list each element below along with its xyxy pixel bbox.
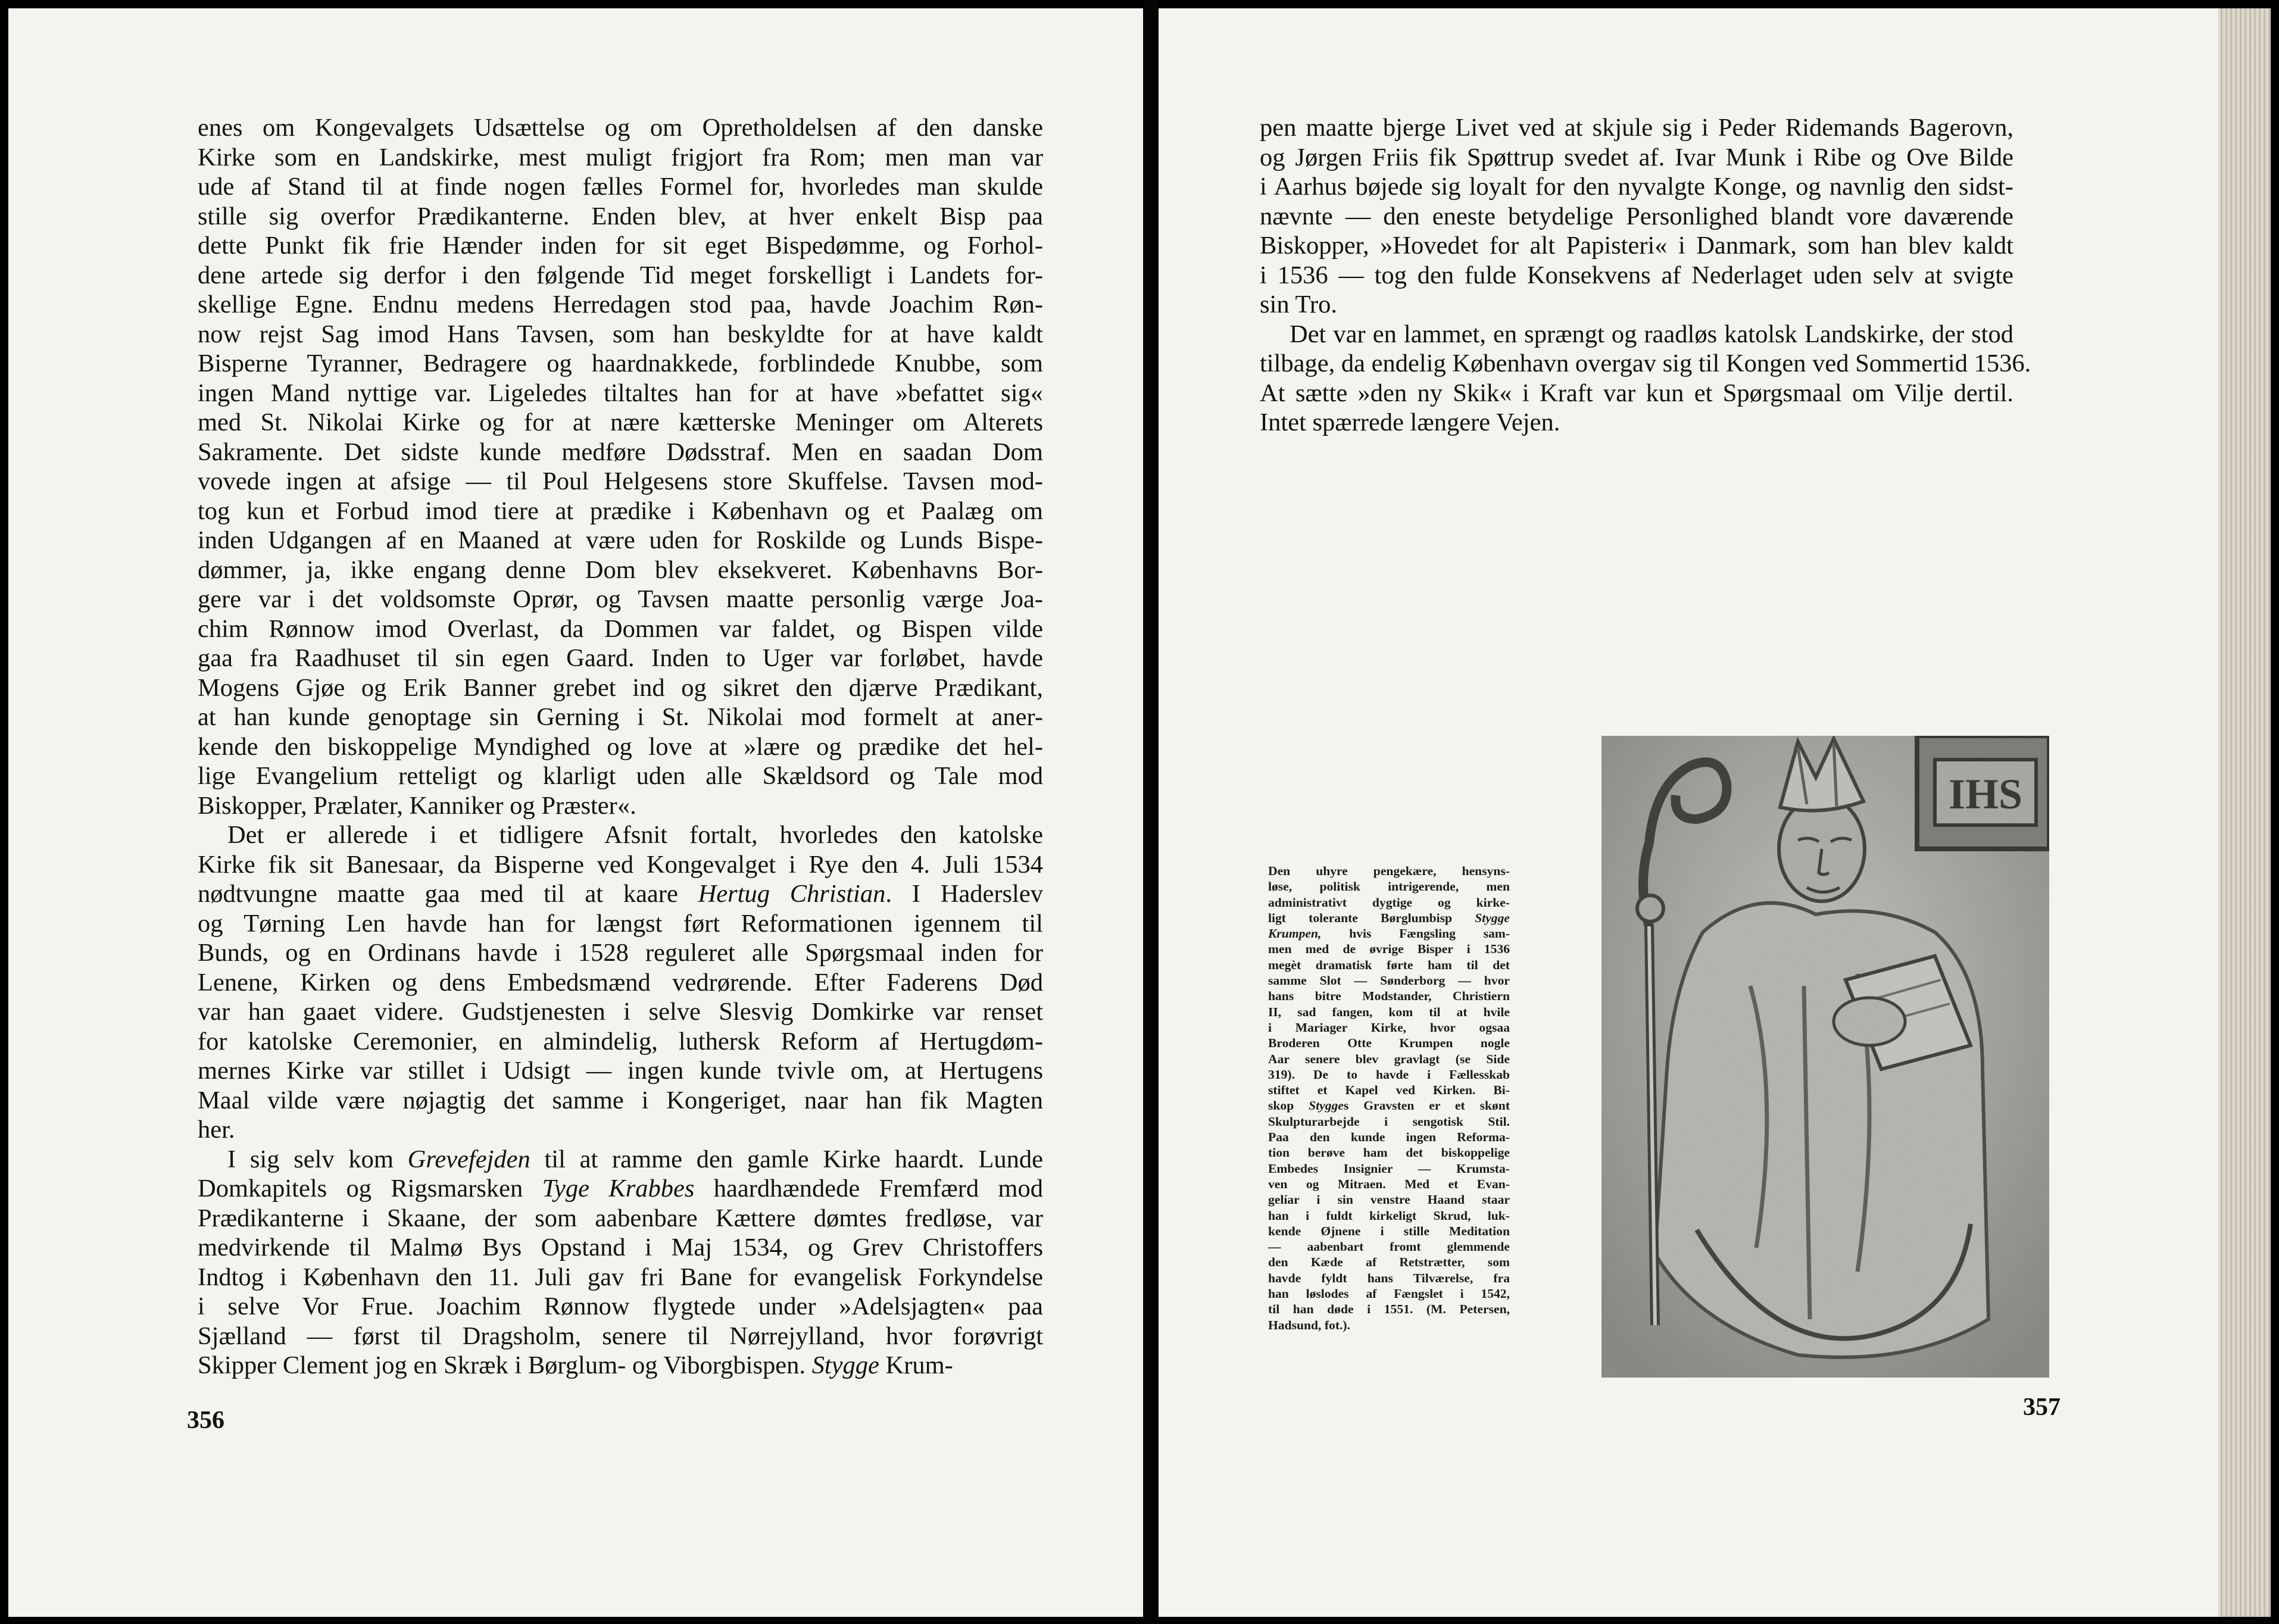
- text-line: Lenene, Kirken og dens Embedsmænd vedrørende. Efter Faderens Død: [198, 968, 1043, 997]
- text-line: hans bitre Modstander, Christiern: [1268, 989, 1510, 1004]
- text-line: tilbage, da endelig København overgav sig til Kongen ved Sommertid 1536.: [1260, 349, 2031, 377]
- text-line: løse, politisk intrigerende, men: [1268, 879, 1510, 894]
- text-line: Prædikanterne i Skaane, der som aabenbare Kættere dømtes fredløse, var: [198, 1204, 1043, 1232]
- text-line: II, sad fangen, kom til at hvile: [1268, 1004, 1510, 1019]
- text-line: i Aarhus bøjede sig loyalt for den nyvalgte Konge, og navnlig den sidst-: [1260, 173, 2013, 201]
- left-body-text: [198, 113, 1043, 1381]
- text-line: den Kæde af Retstrætter, som: [1268, 1255, 1510, 1270]
- text-line: Krumpen, hvis Fængsling sam-: [1268, 926, 1510, 941]
- text-line: Skipper Clement jog en Skræk i Børglum- og Viborgbispen. Stygge Krum-: [198, 1351, 953, 1379]
- text-line: I sig selv kom Grevefejden til at ramme den gamle Kirke haardt. Lunde: [227, 1145, 1043, 1173]
- page-number-right: 357: [2023, 1394, 2061, 1421]
- text-line: megèt dramatisk førte ham til det: [1268, 957, 1510, 972]
- text-line: Det var en lammet, en sprængt og raadløs katolsk Landskirke, der stod: [1290, 320, 2013, 348]
- text-line: — aabenbart fromt glemmende: [1268, 1239, 1510, 1254]
- text-line: Maal vilde være nøjagtig det samme i Kongeriget, naar han fik Magten: [198, 1086, 1043, 1114]
- text-line: Sakramente. Det sidste kunde medføre Dødsstraf. Men en saadan Dom: [198, 438, 1043, 466]
- text-line: gelíar i sin venstre Haand staar: [1268, 1192, 1510, 1207]
- text-line: pen maatte bjerge Livet ved at skjule sig i Peder Ridemands Bagerovn,: [1260, 114, 2013, 142]
- text-line: Biskopper, »Hovedet for alt Papisteri« i Danmark, som han blev kaldt: [1260, 232, 2013, 260]
- text-line: han løslodes af Fængslet i 1542,: [1268, 1286, 1510, 1301]
- text-line: Biskopper, Prælater, Kanniker og Præster«.: [198, 791, 636, 820]
- text-line: i 1536 — tog den fulde Konsekvens af Nederlaget uden selv at svigte: [1260, 261, 2013, 289]
- text-line: Bisperne Tyranner, Bedragere og haardnakkede, forblindede Knubbe, som: [198, 349, 1043, 377]
- text-line: mernes Kirke var stillet i Udsigt — ingen kunde tvivle om, at Hertugens: [198, 1057, 1043, 1085]
- right-body-text: [1260, 113, 2031, 438]
- text-line: dømmer, ja, ikke engang denne Dom blev eksekveret. Københavns Bor-: [198, 555, 1043, 584]
- text-line: Bunds, og en Ordinans havde i 1528 reguleret alle Spørgsmaal inden for: [198, 939, 1043, 967]
- text-line: Kirke som en Landskirke, mest muligt frigjort fra Rom; men man var: [198, 143, 1043, 171]
- text-line: kende den biskoppelige Myndighed og love at »lære og prædike det hel-: [198, 732, 1043, 761]
- text-line: Paa den kunde ingen Reforma-: [1268, 1130, 1510, 1145]
- text-line: enes om Kongevalgets Udsættelse og om Opretholdelsen af den danske: [198, 114, 1043, 142]
- figure-caption: [1268, 863, 1510, 1333]
- text-line: ven og Mitraen. Med et Evan-: [1268, 1176, 1510, 1191]
- text-line: samme Slot — Sønderborg — hvor: [1268, 973, 1510, 988]
- text-line: At sætte »den ny Skik« i Kraft var kun et Spørgsmaal om Vilje dertil.: [1260, 379, 2013, 407]
- text-line: chim Rønnow imod Overlast, da Dommen var faldet, og Bispen vilde: [198, 614, 1043, 643]
- text-line: skellige Egne. Endnu medens Herredagen stod paa, havde Joachim Røn-: [198, 291, 1043, 318]
- text-line: nævnte — den eneste betydelige Personlighed blandt vore daværende: [1260, 202, 2013, 230]
- left-page: [8, 8, 1143, 1617]
- text-line: Intet spærrede længere Vejen.: [1260, 408, 1560, 436]
- page-number-left: 356: [187, 1407, 224, 1434]
- text-line: skop Stygges Gravsten er et skønt: [1268, 1098, 1510, 1113]
- text-line: Hadsund, fot.).: [1268, 1317, 1350, 1332]
- text-line: administrativt dygtige og kirke-: [1268, 895, 1510, 910]
- text-line: Mogens Gjøe og Erik Banner grebet ind og sikret den djærve Prædikant,: [198, 673, 1043, 702]
- text-line: for katolske Ceremonier, en almindelig, luthersk Reform af Hertugdøm-: [198, 1027, 1043, 1055]
- text-line: havde fyldt hans Tilværelse, fra: [1268, 1270, 1510, 1285]
- text-line: i Mariager Kirke, hvor ogsaa: [1268, 1020, 1510, 1035]
- text-line: Den uhyre pengekære, hensyns-: [1268, 864, 1510, 878]
- text-line: her.: [198, 1116, 235, 1144]
- text-line: ingen Mand nyttige var. Ligeledes tiltaltes han for at have »befattet sig«: [198, 379, 1043, 407]
- page-stack-edge: [2218, 8, 2271, 1617]
- text-line: men med de øvrige Bisper i 1536: [1268, 942, 1510, 957]
- text-line: Indtog i København den 11. Juli gav fri Bane for evangelisk Forkyndelse: [198, 1263, 1043, 1291]
- text-line: medvirkende til Malmø Bys Opstand i Maj 1534, og Grev Christoffers: [198, 1233, 1043, 1261]
- text-line: gere var i det voldsomste Oprør, og Tavsen maatte personlig værge Joa-: [198, 585, 1043, 613]
- text-line: i selve Vor Frue. Joachim Rønnow flygtede under »Adelsjagten« paa: [198, 1292, 1043, 1320]
- text-line: til han døde i 1551. (M. Petersen,: [1268, 1302, 1510, 1317]
- text-line: og Jørgen Friis fik Spøttrup svedet af. Ivar Munk i Ribe og Ove Bilde: [1260, 143, 2013, 171]
- text-line: vovede ingen at afsige — til Poul Helgesens store Skuffelse. Tavsen mod-: [198, 467, 1043, 495]
- text-line: at han kunde genoptage sin Gerning i St. Nikolai mod formelt at aner-: [198, 703, 1043, 731]
- text-line: stille sig overfor Prædikanterne. Enden blev, at hver enkelt Bisp paa: [198, 202, 1043, 230]
- text-line: gaa fra Raadhuset til sin egen Gaard. Inden to Uger var forløbet, havde: [198, 644, 1043, 672]
- text-line: kende Øjnene i stille Meditation: [1268, 1223, 1510, 1238]
- text-line: Sjælland — først til Dragsholm, senere til Nørrejylland, hvor forøvrigt: [198, 1322, 1043, 1350]
- text-line: Domkapitels og Rigsmarsken Tyge Krabbes haardhændede Fremfærd mod: [198, 1175, 1043, 1203]
- text-line: Det er allerede i et tidligere Afsnit fortalt, hvorledes den katolske: [227, 821, 1043, 849]
- book-gutter: [1143, 0, 1159, 1624]
- text-line: nødtvungne maatte gaa med til at kaare Hertug Christian. I Haderslev: [198, 880, 1043, 908]
- text-line: tion berøve ham det biskoppelige: [1268, 1145, 1510, 1160]
- text-line: 319). De to havde i Fællesskab: [1268, 1067, 1510, 1082]
- right-page: [1159, 8, 2218, 1617]
- text-line: Skulpturarbejde i sengotisk Stil.: [1268, 1114, 1510, 1129]
- text-line: Kirke fik sit Banesaar, da Bisperne ved Kongevalget i Rye den 4. Juli 1534: [198, 850, 1043, 879]
- text-line: ude af Stand til at finde nogen fælles Formel for, hvorledes man skulde: [198, 173, 1043, 201]
- text-line: og Tørning Len havde han for længst ført Reformationen igennem til: [198, 909, 1043, 938]
- text-line: ligt tolerante Børglumbisp Stygge: [1268, 910, 1510, 925]
- text-line: han i fuldt kirkeligt Skrud, luk-: [1268, 1208, 1510, 1223]
- text-line: dette Punkt fik frie Hænder inden for sit eget Bispedømme, og Forhol-: [198, 232, 1043, 260]
- text-line: Embedes Insignier — Krumsta-: [1268, 1161, 1510, 1176]
- text-line: now rejst Sag imod Hans Tavsen, som han beskyldte for at have kaldt: [198, 320, 1043, 348]
- text-line: dene artede sig derfor i den følgende Tid meget forskelligt i Landets for-: [198, 261, 1043, 289]
- text-line: lige Evangelium retteligt og klarligt uden alle Skældsord og Tale mod: [198, 762, 1043, 790]
- text-line: sin Tro.: [1260, 291, 1337, 318]
- text-line: tog kun et Forbud imod tiere at prædike i København og et Paalæg om: [198, 496, 1043, 525]
- tombstone-relief-photo: [1601, 736, 2049, 1378]
- text-line: Broderen Otte Krumpen nogle: [1268, 1036, 1510, 1051]
- text-line: inden Udgangen af en Maaned at være uden for Roskilde og Lunds Bispe-: [198, 526, 1043, 554]
- text-line: var han gaaet videre. Gudstjenesten i selve Slesvig Domkirke var renset: [198, 998, 1043, 1026]
- text-line: Aar senere blev gravlagt (se Side: [1268, 1051, 1510, 1066]
- text-line: med St. Nikolai Kirke og for at nære kætterske Meninger om Alterets: [198, 408, 1043, 436]
- text-line: stiftet et Kapel ved Kirken. Bi-: [1268, 1083, 1510, 1098]
